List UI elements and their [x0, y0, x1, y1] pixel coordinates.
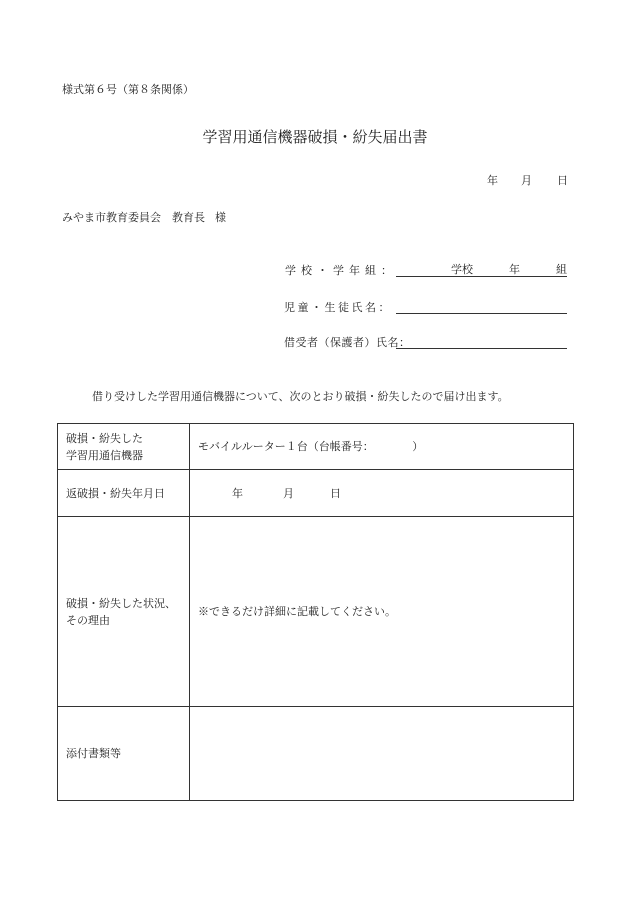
- addressee-honorific: 様: [215, 211, 226, 224]
- situation-label: [58, 517, 190, 707]
- date-year-label: 年: [487, 174, 498, 187]
- class-suffix: 組: [556, 263, 567, 276]
- attachments-label: 添付書類等: [58, 707, 190, 801]
- table-row-attachments: [58, 707, 574, 801]
- table-date-day: 日: [330, 486, 341, 500]
- situation-value-cell[interactable]: [190, 517, 574, 707]
- table-row-date: [58, 470, 574, 517]
- situation-label-line1: 破損・紛失した状況、: [66, 596, 176, 610]
- form-number: 様式第６号（第８条関係）: [62, 83, 194, 96]
- document-title: 学習用通信機器破損・紛失届出書: [202, 128, 428, 146]
- device-value-cell[interactable]: [190, 424, 574, 470]
- situation-label-line2: その理由: [66, 613, 110, 627]
- situation-note: ※できるだけ詳細に記載してください。: [198, 605, 396, 618]
- addressee: [62, 209, 226, 225]
- device-label-line1: 破損・紛失した: [66, 431, 143, 445]
- date-value-cell[interactable]: [190, 470, 574, 517]
- grade-suffix: 年: [509, 263, 520, 276]
- table-row-situation: [58, 517, 574, 707]
- device-value: モバイルルーター１台（台帳番号： ）: [198, 440, 424, 453]
- report-table: [57, 423, 574, 801]
- attachments-value-cell[interactable]: [190, 707, 574, 801]
- guardian-name-label: 借受者（保護者）氏名：: [284, 336, 411, 349]
- device-label: [58, 424, 190, 470]
- school-grade-label: 学校・学年組：: [285, 264, 397, 277]
- addressee-org: みやま市教育委員会 教育長: [62, 211, 205, 224]
- school-suffix: 学校: [451, 263, 473, 276]
- date-label: 返破損・紛失年月日: [58, 470, 190, 517]
- student-name-line[interactable]: [396, 313, 567, 314]
- table-date-month: 月: [283, 486, 294, 500]
- student-name-label: 児童・生徒氏名：: [284, 301, 392, 314]
- school-grade-line[interactable]: [396, 276, 567, 277]
- table-date-year: 年: [232, 486, 243, 500]
- table-row-device: [58, 424, 574, 470]
- date-month-label: 月: [521, 174, 532, 187]
- device-label-line2: 学習用通信機器: [66, 448, 143, 462]
- date-day-label: 日: [557, 174, 568, 187]
- intro-text: 借り受けした学習用通信機器について、次のとおり破損・紛失したので届け出ます。: [92, 390, 509, 403]
- guardian-name-line[interactable]: [396, 348, 567, 349]
